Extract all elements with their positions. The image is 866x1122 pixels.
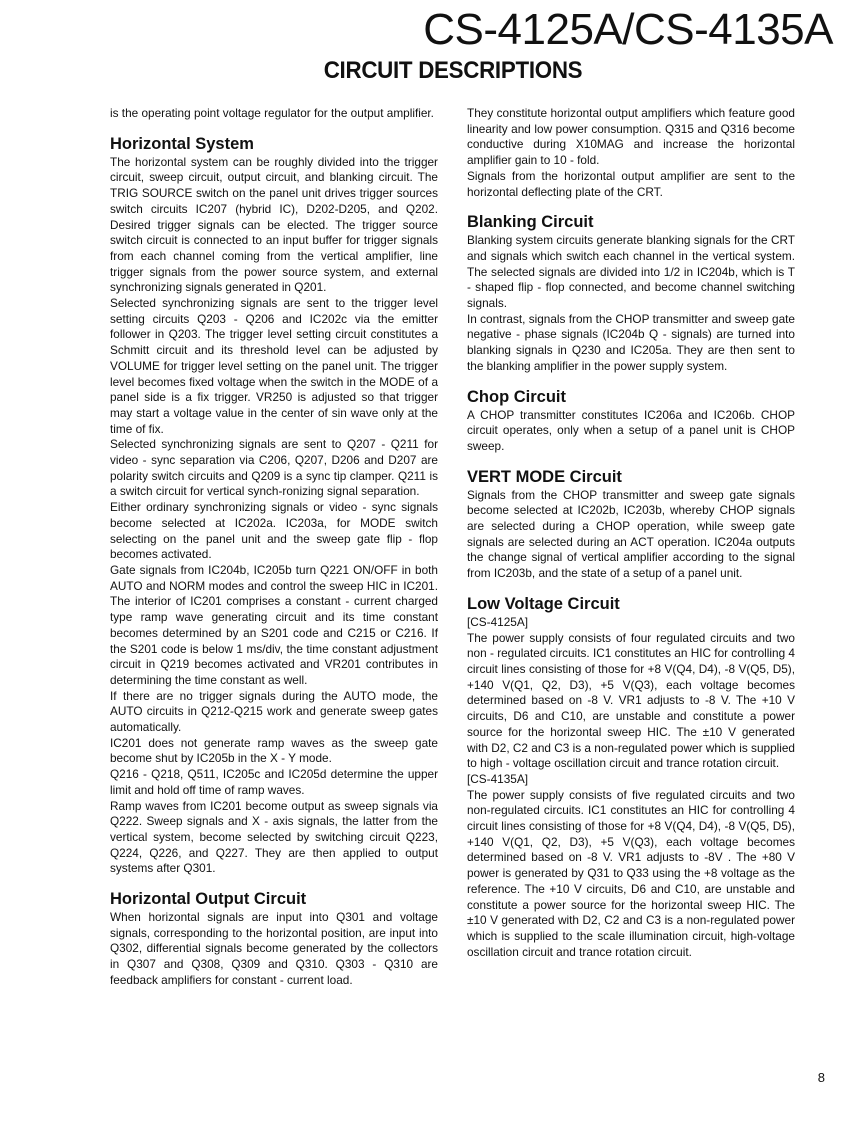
section-heading-vert-mode: VERT MODE Circuit bbox=[467, 467, 622, 486]
paragraph: When horizontal signals are input into Q301 and voltage signals, corresponding to the horizontal position, are input into Q302, differential signals become generated by the collectors in Q307 and Q308, Q309 and Q310. Q303 - Q310 are feedback amplifiers for constant - current load. bbox=[110, 910, 438, 987]
paragraph: Signals from the horizontal output amplifier are sent to the horizontal deflecting plate of the CRT. bbox=[467, 168, 795, 199]
paragraph: Ramp waves from IC201 become output as sweep signals via Q222. Sweep signals and X - axis signals, the latter from the vertical system, become selected by switching circuit Q223, Q224, Q226, and Q227. They are then applied to output systems after Q301. bbox=[110, 798, 438, 876]
section-heading-chop: Chop Circuit bbox=[467, 387, 566, 406]
paragraph: A CHOP transmitter constitutes IC206a and IC206b. CHOP circuit operates, only when a setup of a panel unit is CHOP sweep. bbox=[467, 407, 795, 453]
page-title: CIRCUIT DESCRIPTIONS bbox=[323, 57, 583, 84]
paragraph: Either ordinary synchronizing signals or video - sync signals become selected at IC202a. IC203a, for MODE switch selecting on the panel unit and the sweep gate flip - flop becomes activated. bbox=[110, 500, 438, 562]
intro-paragraph: is the operating point voltage regulator for the output amplifier. bbox=[110, 106, 434, 120]
paragraph: Selected synchronizing signals are sent to Q207 - Q211 for video - sync separation via C206, Q207, D206 and D207 are polarity switch circuits and Q209 is a sync tip clamper. Q211 is a switch circuit for vertical synch-ronizing signal separation. bbox=[110, 437, 438, 499]
paragraph: Selected synchronizing signals are sent to the trigger level setting circuits Q203 - Q206 and IC202c via the emitter follower in Q203. The trigger level setting circuit constitutes a Schmitt circuit and its threshold level can be adjusted by VOLUME for trigger level setting on the panel unit. The trigger level becomes fixed voltage when the switch in the MODE of a panel side is a fix trigger. VR250 is adjusted so that trigger may start a voltage value in the center of sin wave only at the time of fix. bbox=[110, 296, 438, 436]
paragraph: They constitute horizontal output amplifiers which feature good linearity and low power consumption. Q315 and Q316 become conductive during X10MAG and increase the horizontal amplifier gain to 10 - fold. bbox=[467, 106, 795, 168]
model-tag: [CS-4135A] bbox=[467, 771, 528, 786]
page-number: 8 bbox=[817, 1070, 825, 1085]
paragraph: Gate signals from IC204b, IC205b turn Q221 ON/OFF in both AUTO and NORM modes and control the sweep HIC in IC201. The interior of IC201 comprises a constant - current charged type ramp wave generating circuit and its time constant becomes determined by an S201 code and C215 or C216. If the S201 code is below 1 ms/div, the time constant adjustment circuit in Q219 becomes activated and VR201 contributes in determining the time constant as well. bbox=[110, 562, 438, 687]
paragraph: In contrast, signals from the CHOP transmitter and sweep gate negative - phase signals (IC204b Q - signals) are turned into blanking signals in Q230 and IC205a. They are then sent to the blanking amplifier in the power supply system. bbox=[467, 311, 795, 373]
model-tag: [CS-4125A] bbox=[467, 614, 528, 629]
section-heading-horizontal-output: Horizontal Output Circuit bbox=[110, 890, 307, 909]
section-heading-blanking: Blanking Circuit bbox=[467, 213, 594, 232]
paragraph: If there are no trigger signals during the AUTO mode, the AUTO circuits in Q212-Q215 work and generate sweep gates automatically. bbox=[110, 688, 438, 735]
paragraph: The power supply consists of five regulated circuits and two non-regulated circuits. IC1 constitutes an HIC for controlling 4 circuit lines consisting of those for +8 V(Q4, D4), -8 V(Q5, D5), +140 V(Q1, Q2, D3), +5 V(Q3), each voltage becomes determined based on -8 V. VR1 adjusts to -8V . The +80 V power is generated by Q31 to Q33 using the +8 voltage as the reference. The +10 V circuits, D6 and C10, are unstable and constitute a power source for the horizontal sweep HIC. The ±10 V generated with D2, C2 and C3 is a non-regulated power which is supplied to the scale illumination circuit, high-voltage oscillation circuit and trance rotation circuit. bbox=[467, 787, 795, 959]
section-heading-horizontal-system: Horizontal System bbox=[110, 134, 254, 153]
paragraph: Signals from the CHOP transmitter and sweep gate signals become selected at IC202b, IC203b, whereby CHOP signals are selected during a CHOP operation, while sweep gate signals are selected during an ACT operation. IC204a outputs the change signal of vertical amplifier according to the signal from IC203b, and the state of a setup of a panel unit. bbox=[467, 487, 795, 581]
paragraph: Q216 - Q218, Q511, IC205c and IC205d determine the upper limit and hold off time of ramp waves. bbox=[110, 767, 438, 797]
right-column bbox=[467, 106, 795, 960]
paragraph: The horizontal system can be roughly divided into the trigger circuit, sweep circuit, output circuit, and blanking circuit. The TRIG SOURCE switch on the panel unit drives trigger sources switch circuits IC207 (hybrid IC), D202-D205, and Q202. Desired trigger signals can be elected. The trigger source switch circuit is connected to an input buffer for trigger signals from each channel coming from the vertical amplifier, line trigger signals from the power source system, and external synchronizing signals generated in Q201. bbox=[110, 154, 438, 295]
left-column bbox=[110, 106, 438, 989]
paragraph: The power supply consists of four regulated circuits and two non - regulated circuits. IC1 constitutes an HIC for controlling 4 circuit lines consisting of those for +8 V(Q4, D4), -8 V(Q5, D5), +140 V(Q1, Q2, D3), +5 V(Q3), each voltage becomes determined based on -8 V. VR1 adjusts to -8 V. The +10 V circuits, D6 and C10, are unstable and constitute a power source for the horizontal sweep HIC. The ±10 V generated with D2, C2 and C3 is a non-regulated power which is supplied to high - voltage oscillation circuit and trance rotation circuit. bbox=[467, 630, 795, 771]
paragraph: Blanking system circuits generate blanking signals for the CRT and signals which switch each channel in the vertical system. The selected signals are divided into 1/2 in IC204b, which is T - shaped flip - flop connected, and become channel switching signals. bbox=[467, 233, 795, 311]
section-heading-low-voltage: Low Voltage Circuit bbox=[467, 594, 620, 613]
paragraph: IC201 does not generate ramp waves as the sweep gate become shut by IC205b in the X - Y mode. bbox=[110, 735, 438, 766]
model-number: CS-4125A/CS-4135A bbox=[423, 5, 833, 54]
